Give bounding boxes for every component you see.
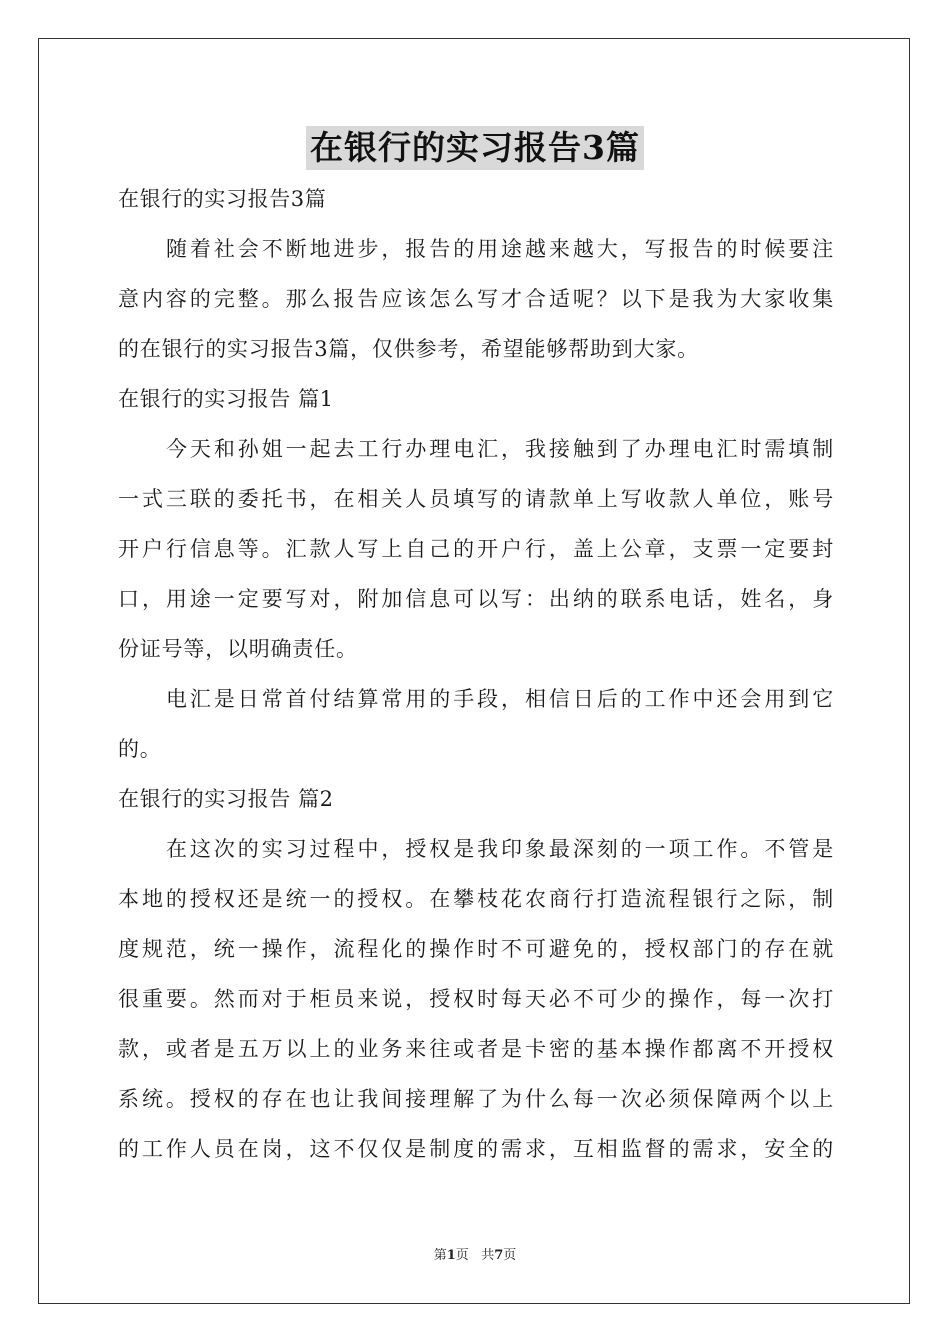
paragraph-line: 的在银行的实习报告3篇，仅供参考，希望能够帮助到大家。 bbox=[118, 337, 699, 361]
document-body bbox=[118, 174, 834, 1174]
total-prefix: 共 bbox=[481, 1248, 495, 1263]
paragraph-line: 系统。授权的存在也让我间接理解了为什么每一次必须保障两个以上 bbox=[118, 1087, 834, 1111]
paragraph-line: 在这次的实习过程中，授权是我印象最深刻的一项工作。不管是 bbox=[166, 837, 834, 861]
paragraph-line: 意内容的完整。那么报告应该怎么写才合适呢？以下是我为大家收集 bbox=[118, 287, 834, 311]
paragraph-line: 开户行信息等。汇款人写上自己的开户行，盖上公章，支票一定要封 bbox=[118, 537, 834, 561]
paragraph-line: 很重要。然而对于柜员来说，授权时每天必不可少的操作，每一次打 bbox=[118, 987, 834, 1011]
paragraph-line: 今天和孙姐一起去工行办理电汇，我接触到了办理电汇时需填制 bbox=[166, 437, 834, 461]
paragraph-line: 电汇是日常首付结算常用的手段，相信日后的工作中还会用到它 bbox=[166, 687, 834, 711]
page-footer bbox=[0, 1246, 950, 1266]
total-pages: 7 bbox=[494, 1248, 504, 1263]
section-heading-2: 在银行的实习报告 篇2 bbox=[118, 787, 334, 811]
title-container bbox=[0, 126, 950, 170]
paragraph-line: 份证号等，以明确责任。 bbox=[118, 637, 358, 661]
subtitle-line: 在银行的实习报告3篇 bbox=[118, 187, 327, 211]
total-suffix: 页 bbox=[503, 1248, 517, 1263]
paragraph-line: 度规范，统一操作，流程化的操作时不可避免的，授权部门的存在就 bbox=[118, 937, 834, 961]
paragraph-line: 的。 bbox=[118, 737, 162, 761]
page-prefix: 第 bbox=[433, 1248, 447, 1263]
page-suffix: 页 bbox=[455, 1248, 469, 1263]
paragraph-line: 款，或者是五万以上的业务来往或者是卡密的基本操作都离不开授权 bbox=[118, 1037, 834, 1061]
paragraph-line: 本地的授权还是统一的授权。在攀枝花农商行打造流程银行之际，制 bbox=[118, 887, 834, 911]
page-number: 1 bbox=[446, 1248, 456, 1263]
paragraph-line: 随着社会不断地进步，报告的用途越来越大，写报告的时候要注 bbox=[166, 237, 834, 261]
paragraph-line: 口，用途一定要写对，附加信息可以写：出纳的联系电话，姓名，身 bbox=[118, 587, 834, 611]
section-heading-1: 在银行的实习报告 篇1 bbox=[118, 387, 334, 411]
paragraph-line: 的工作人员在岗，这不仅仅是制度的需求，互相监督的需求，安全的 bbox=[118, 1137, 834, 1161]
document-title: 在银行的实习报告3篇 bbox=[306, 126, 644, 170]
paragraph-line: 一式三联的委托书，在相关人员填写的请款单上写收款人单位，账号 bbox=[118, 487, 834, 511]
